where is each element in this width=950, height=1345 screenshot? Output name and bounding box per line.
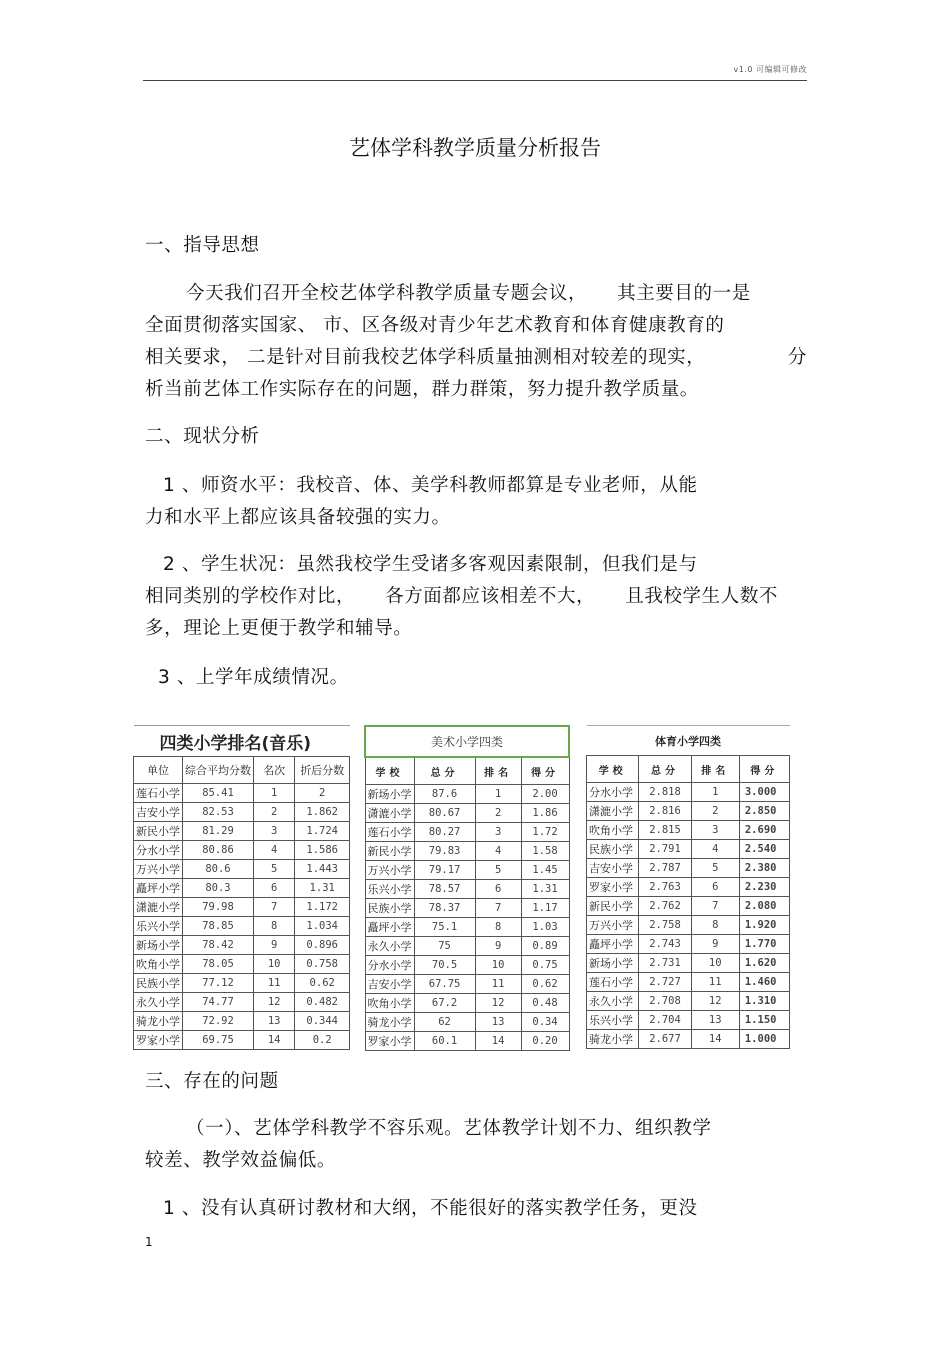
value-cell: 10 [254,955,295,974]
value-cell: 9 [691,935,739,954]
school-name-cell: 永久小学 [134,993,183,1012]
value-cell: 3 [475,823,521,842]
value-cell: 5 [254,860,295,879]
value-cell: 7 [475,899,521,918]
school-name-cell: 罗家小学 [134,1031,183,1050]
value-cell: 12 [691,992,739,1011]
table-row [587,783,790,802]
value-cell: 1.03 [521,918,569,937]
value-cell: 1.31 [295,879,350,898]
table-row [365,842,569,861]
school-name-cell: 新民小学 [134,822,183,841]
table-row [365,918,569,937]
table-row [587,935,790,954]
value-cell: 0.62 [521,975,569,994]
value-cell: 1.45 [521,861,569,880]
school-name-cell: 民族小学 [134,974,183,993]
value-cell: 12 [475,994,521,1013]
school-name-cell: 吉安小学 [365,975,414,994]
table-row [587,878,790,897]
value-cell: 11 [254,974,295,993]
value-cell: 2.731 [639,954,691,973]
value-cell: 75 [414,937,475,956]
art-ranking-table [364,725,570,1051]
value-cell: 0.344 [295,1012,350,1031]
value-cell: 8 [475,918,521,937]
value-cell: 2.818 [639,783,691,802]
column-header: 名次 [254,757,295,784]
value-cell: 78.37 [414,899,475,918]
paragraph-1-line-2: 全面贯彻落实国家、 市、区各级对青少年艺术教育和体育健康教育的 [145,315,725,336]
value-cell: 2.850 [739,802,789,821]
value-cell: 14 [691,1030,739,1049]
value-cell: 72.92 [183,1012,254,1031]
paragraph-3-line-2 [145,581,778,613]
school-name-cell: 新场小学 [587,954,639,973]
value-cell: 14 [254,1031,295,1050]
school-name-cell: 万兴小学 [365,861,414,880]
value-cell: 80.67 [414,804,475,823]
value-cell: 2.762 [639,897,691,916]
value-cell: 80.6 [183,860,254,879]
value-cell: 1.86 [521,804,569,823]
value-cell: 13 [254,1012,295,1031]
table-row [587,1011,790,1030]
school-name-cell: 矗坪小学 [134,879,183,898]
value-cell: 1.17 [521,899,569,918]
school-name-cell: 莲石小学 [365,823,414,842]
school-name-cell: 骑龙小学 [587,1030,639,1049]
value-cell: 69.75 [183,1031,254,1050]
text-span: 相同类别的学校作对比， [145,586,356,607]
value-cell: 0.48 [521,994,569,1013]
paragraph-5-line-1: （一）、艺体学科教学不容乐观。艺体教学计划不力、组织教学 [186,1118,712,1139]
value-cell: 87.6 [414,785,475,804]
value-cell: 10 [475,956,521,975]
column-header: 得分 [521,757,569,785]
school-name-cell: 新场小学 [365,785,414,804]
section-heading-guiding-thought: 一、指导思想 [145,235,260,256]
document-title: 艺体学科教学质量分析报告 [349,136,601,160]
value-cell: 2 [691,802,739,821]
text-span: 且我校学生人数不 [625,586,779,607]
table-row [134,974,350,993]
value-cell: 4 [691,840,739,859]
table-row [134,898,350,917]
value-cell: 80.86 [183,841,254,860]
school-name-cell: 莲石小学 [134,784,183,803]
value-cell: 1 [691,783,739,802]
school-name-cell: 民族小学 [587,840,639,859]
value-cell: 5 [691,859,739,878]
table-row [134,955,350,974]
value-cell: 3 [691,821,739,840]
value-cell: 6 [475,880,521,899]
value-cell: 1.000 [739,1030,789,1049]
text-span: 相关要求， 二是针对目前我校艺体学科质量抽测相对较差的现实， [145,347,706,368]
table-row [134,784,350,803]
school-name-cell: 新场小学 [134,936,183,955]
header-version-note: v1.0 可编辑可修改 [733,65,807,74]
text-span: 分 [787,347,807,368]
school-name-cell: 分水小学 [587,783,639,802]
paragraph-2-line-1: 1 、师资水平：我校音、体、美学科教师都算是专业老师，从能 [163,475,698,496]
value-cell: 2.704 [639,1011,691,1030]
value-cell: 78.57 [414,880,475,899]
school-name-cell: 吹角小学 [134,955,183,974]
school-name-cell: 潇漉小学 [365,804,414,823]
value-cell: 80.3 [183,879,254,898]
table-row [134,860,350,879]
value-cell: 0.758 [295,955,350,974]
paragraph-1-line-4: 析当前艺体工作实际存在的问题，群力群策，努力提升教学质量。 [145,379,699,400]
school-name-cell: 矗坪小学 [365,918,414,937]
value-cell: 60.1 [414,1032,475,1051]
text-span: 今天我们召开全校艺体学科教学质量专题会议， [186,283,588,304]
column-header: 学校 [587,756,639,783]
school-name-cell: 万兴小学 [134,860,183,879]
value-cell: 1.72 [521,823,569,842]
school-name-cell: 民族小学 [365,899,414,918]
value-cell: 78.42 [183,936,254,955]
column-header: 排名 [691,756,739,783]
table-row [134,917,350,936]
column-header: 总分 [639,756,691,783]
value-cell: 79.83 [414,842,475,861]
value-cell: 1.770 [739,935,789,954]
table-row [587,916,790,935]
value-cell: 1.586 [295,841,350,860]
value-cell: 2.743 [639,935,691,954]
table-row [587,954,790,973]
section-heading-status: 二、现状分析 [145,426,260,447]
paragraph-1-line-1 [186,278,751,310]
table-row [587,859,790,878]
value-cell: 1.620 [739,954,789,973]
table-body [365,785,569,1051]
value-cell: 0.482 [295,993,350,1012]
school-name-cell: 吉安小学 [134,803,183,822]
value-cell: 1.58 [521,842,569,861]
value-cell: 81.29 [183,822,254,841]
value-cell: 78.05 [183,955,254,974]
column-header: 得分 [739,756,789,783]
table-row [134,993,350,1012]
value-cell: 10 [691,954,739,973]
value-cell: 11 [691,973,739,992]
header-divider [143,80,807,81]
value-cell: 4 [475,842,521,861]
value-cell: 1.150 [739,1011,789,1030]
value-cell: 7 [691,897,739,916]
school-name-cell: 乐兴小学 [365,880,414,899]
value-cell: 9 [475,937,521,956]
value-cell: 2 [254,803,295,822]
value-cell: 2.230 [739,878,789,897]
value-cell: 2.677 [639,1030,691,1049]
value-cell: 0.62 [295,974,350,993]
value-cell: 13 [691,1011,739,1030]
value-cell: 1.862 [295,803,350,822]
table-row [134,1031,350,1050]
value-cell: 4 [254,841,295,860]
table-row [365,823,569,842]
value-cell: 6 [254,879,295,898]
column-header: 综合平均分数 [183,757,254,784]
value-cell: 2.791 [639,840,691,859]
column-header: 学校 [365,757,414,785]
table-body [134,784,350,1050]
value-cell: 2.080 [739,897,789,916]
school-name-cell: 乐兴小学 [587,1011,639,1030]
school-name-cell: 万兴小学 [587,916,639,935]
school-name-cell: 吹角小学 [587,821,639,840]
value-cell: 1.034 [295,917,350,936]
value-cell: 13 [475,1013,521,1032]
value-cell: 2 [475,804,521,823]
school-name-cell: 骑龙小学 [134,1012,183,1031]
table-row [134,803,350,822]
table-row [587,840,790,859]
table-row [134,879,350,898]
school-name-cell: 乐兴小学 [134,917,183,936]
value-cell: 12 [254,993,295,1012]
value-cell: 67.75 [414,975,475,994]
school-name-cell: 吹角小学 [365,994,414,1013]
value-cell: 1 [475,785,521,804]
table-row [365,804,569,823]
table-row [587,1030,790,1049]
pe-ranking-table [586,725,790,1049]
value-cell: 2.380 [739,859,789,878]
value-cell: 1.310 [739,992,789,1011]
value-cell: 7 [254,898,295,917]
school-name-cell: 分水小学 [365,956,414,975]
value-cell: 2.690 [739,821,789,840]
table-row [365,880,569,899]
table-row [587,821,790,840]
value-cell: 2.758 [639,916,691,935]
paragraph-2-line-2: 力和水平上都应该具备较强的实力。 [145,507,451,528]
table-row [134,936,350,955]
value-cell: 1.172 [295,898,350,917]
value-cell: 2.727 [639,973,691,992]
table-row [365,975,569,994]
value-cell: 14 [475,1032,521,1051]
value-cell: 2 [295,784,350,803]
table-row [365,994,569,1013]
value-cell: 5 [475,861,521,880]
table-caption: 体育小学四类 [587,726,790,756]
value-cell: 1.460 [739,973,789,992]
school-name-cell: 莲石小学 [587,973,639,992]
school-name-cell: 新民小学 [587,897,639,916]
school-name-cell: 罗家小学 [587,878,639,897]
table-row [365,785,569,804]
value-cell: 77.12 [183,974,254,993]
value-cell: 82.53 [183,803,254,822]
value-cell: 2.816 [639,802,691,821]
school-name-cell: 罗家小学 [365,1032,414,1051]
value-cell: 62 [414,1013,475,1032]
table-row [365,937,569,956]
table-row [587,992,790,1011]
school-name-cell: 永久小学 [587,992,639,1011]
school-name-cell: 吉安小学 [587,859,639,878]
column-header: 单位 [134,757,183,784]
value-cell: 78.85 [183,917,254,936]
school-name-cell: 永久小学 [365,937,414,956]
school-name-cell: 矗坪小学 [587,935,639,954]
table-row [365,956,569,975]
section-heading-problems: 三、存在的问题 [145,1071,279,1092]
value-cell: 1 [254,784,295,803]
table-row [134,822,350,841]
value-cell: 0.2 [295,1031,350,1050]
value-cell: 8 [691,916,739,935]
value-cell: 70.5 [414,956,475,975]
value-cell: 0.34 [521,1013,569,1032]
text-span: 各方面都应该相差不大， [385,586,596,607]
table-caption: 美术小学四类 [365,726,569,757]
table-row [587,973,790,992]
value-cell: 0.896 [295,936,350,955]
value-cell: 1.443 [295,860,350,879]
table-caption: 四类小学排名(音乐) [134,726,350,757]
paragraph-5-line-2: 较差、教学效益偏低。 [145,1150,337,1171]
value-cell: 1.724 [295,822,350,841]
school-name-cell: 潇漉小学 [587,802,639,821]
column-header: 排名 [475,757,521,785]
value-cell: 2.787 [639,859,691,878]
value-cell: 75.1 [414,918,475,937]
paragraph-4: 3 、上学年成绩情况。 [158,667,349,688]
value-cell: 67.2 [414,994,475,1013]
table-row [587,897,790,916]
value-cell: 74.77 [183,993,254,1012]
table-row [587,802,790,821]
text-span: 其主要目的一是 [617,283,751,304]
value-cell: 0.75 [521,956,569,975]
table-row [365,861,569,880]
value-cell: 8 [254,917,295,936]
paragraph-1-line-3 [145,342,807,374]
table-row [365,1032,569,1051]
paragraph-6-line-1: 1 、没有认真研讨教材和大纲，不能很好的落实教学任务，更没 [163,1198,698,1219]
value-cell: 0.20 [521,1032,569,1051]
school-name-cell: 分水小学 [134,841,183,860]
table-row [365,899,569,918]
table-row [134,841,350,860]
value-cell: 11 [475,975,521,994]
value-cell: 1.31 [521,880,569,899]
value-cell: 2.00 [521,785,569,804]
school-name-cell: 潇漉小学 [134,898,183,917]
column-header: 总分 [414,757,475,785]
value-cell: 79.17 [414,861,475,880]
paragraph-3-line-1: 2 、学生状况：虽然我校学生受诸多客观因素限制，但我们是与 [163,554,698,575]
value-cell: 2.815 [639,821,691,840]
table-row [134,1012,350,1031]
school-name-cell: 骑龙小学 [365,1013,414,1032]
page-number: 1 [145,1235,153,1249]
value-cell: 6 [691,878,739,897]
value-cell: 0.89 [521,937,569,956]
value-cell: 2.708 [639,992,691,1011]
value-cell: 80.27 [414,823,475,842]
table-body [587,783,790,1049]
value-cell: 3 [254,822,295,841]
value-cell: 85.41 [183,784,254,803]
value-cell: 9 [254,936,295,955]
paragraph-3-line-3: 多，理论上更便于教学和辅导。 [145,618,413,639]
value-cell: 2.763 [639,878,691,897]
table-row [365,1013,569,1032]
value-cell: 3.000 [739,783,789,802]
value-cell: 79.98 [183,898,254,917]
value-cell: 2.540 [739,840,789,859]
column-header: 折后分数 [295,757,350,784]
value-cell: 1.920 [739,916,789,935]
school-name-cell: 新民小学 [365,842,414,861]
music-ranking-table [133,725,350,1050]
